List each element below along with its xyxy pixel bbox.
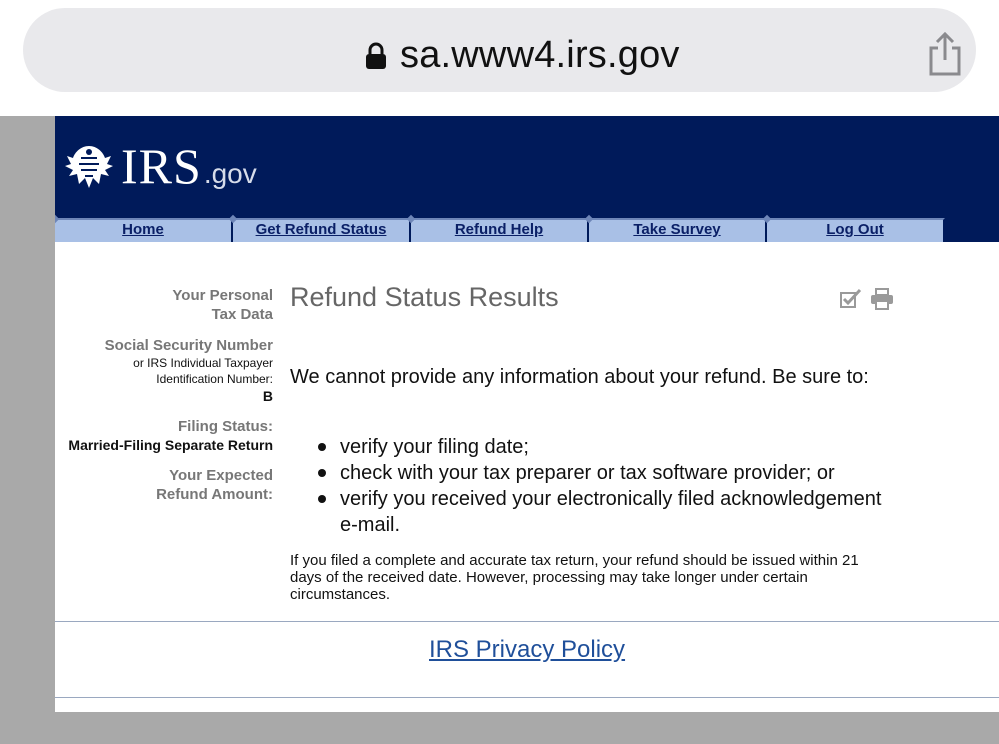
irs-eagle-logo-icon: [63, 142, 115, 190]
nav-log-out[interactable]: Log Out: [767, 218, 945, 242]
personal-data-label-2: Tax Data: [211, 306, 273, 323]
nav-get-refund-status[interactable]: Get Refund Status: [233, 218, 411, 242]
list-item: verify you received your electronically filed acknowledgement e-mail.: [340, 486, 900, 538]
instruction-list: [340, 434, 900, 538]
irs-banner: [55, 116, 999, 242]
list-item: verify your filing date;: [340, 434, 900, 460]
personal-data-label-1: Your Personal: [172, 287, 273, 304]
browser-toolbar: [0, 0, 999, 116]
nav-bar: [55, 218, 947, 242]
refund-message: We cannot provide any information about your refund. Be sure to:: [290, 366, 869, 388]
ssn-value: B: [262, 388, 273, 404]
ssn-label: Social Security Number: [104, 337, 273, 354]
irs-page: [55, 116, 999, 712]
refund-amount-label-1: Your Expected: [169, 467, 273, 484]
lock-icon: [365, 42, 387, 70]
filing-status-label: Filing Status:: [178, 418, 273, 435]
privacy-policy-link[interactable]: IRS Privacy Policy: [429, 636, 626, 663]
list-item: check with your tax preparer or tax software provider; or: [340, 460, 900, 486]
refund-amount-label-2: Refund Amount:: [156, 486, 273, 503]
itin-label-2: Identification Number:: [156, 372, 273, 386]
page-title: Refund Status Results: [290, 282, 559, 312]
printer-icon[interactable]: [870, 288, 894, 310]
filing-status-value: Married-Filing Separate Return: [68, 437, 273, 453]
logo-irs-text: IRS: [121, 138, 202, 194]
nav-take-survey[interactable]: Take Survey: [589, 218, 767, 242]
page-tools: [840, 288, 894, 310]
divider: [55, 697, 999, 698]
address-bar[interactable]: [23, 8, 976, 92]
divider: [55, 621, 999, 622]
itin-label-1: or IRS Individual Taxpayer: [133, 356, 273, 370]
irs-logo[interactable]: [63, 136, 257, 194]
sidebar: [55, 286, 273, 504]
nav-home[interactable]: Home: [55, 218, 233, 242]
share-icon[interactable]: [925, 30, 965, 78]
processing-note: If you filed a complete and accurate tax return, your refund should be issued within 21 days of the received date. However, processing may take longer under certain circumstances.: [290, 552, 859, 603]
logo-gov-text: .gov: [203, 158, 257, 189]
checkmark-icon[interactable]: [840, 288, 862, 308]
nav-refund-help[interactable]: Refund Help: [411, 218, 589, 242]
url-text[interactable]: sa.www4.irs.gov: [400, 34, 680, 76]
